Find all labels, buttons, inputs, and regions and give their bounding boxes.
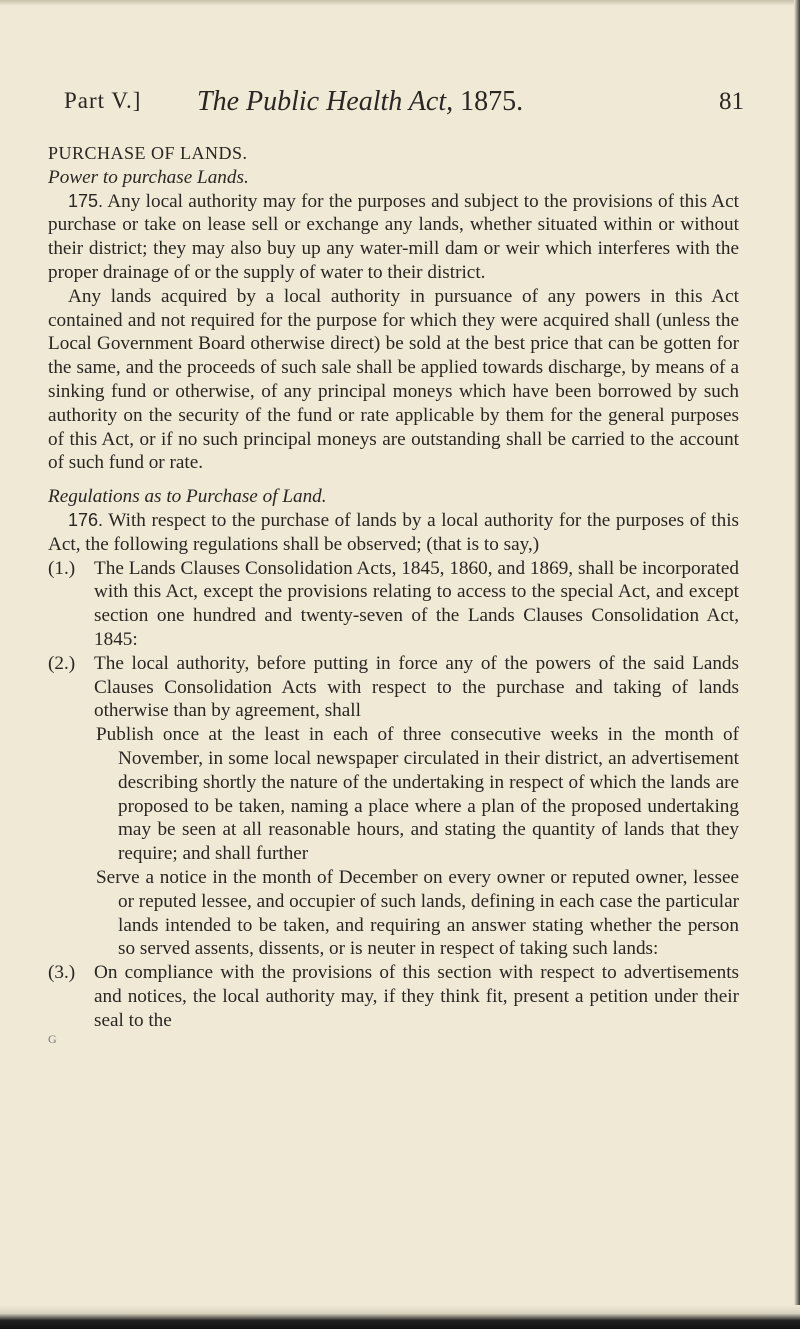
- page-top-edge: [0, 0, 800, 6]
- header-year: 1875.: [460, 86, 524, 117]
- header-title: [197, 86, 523, 118]
- page-bottom-edge: [0, 1305, 800, 1329]
- publish-paragraph: Publish once at the least in each of three consecutive weeks in the month of November, in some local newspaper circulated in their district, an advertisement describing shortly the nature of the undertaking in respect of which the lands are proposed to be taken, naming a place where a plan of the proposed undertaking may be seen at all reasonable hours, and stating the quantity of lands that they require; and shall further: [96, 724, 739, 865]
- list-item: [48, 652, 739, 723]
- section-176-intro: With respect to the purchase of lands by a local authority for the purposes of this Act, the following regulations shall be observed; (that is to say,): [48, 509, 739, 555]
- item-text: The Lands Clauses Consolidation Acts, 1845, 1860, and 1869, shall be incorporated with this Act, except the provisions relating to access to the special Act, and except section one hundred and twenty-seven of the Lands Clauses Consolidation Act, 1845:: [94, 557, 739, 650]
- section-175-number: 175.: [68, 190, 104, 211]
- section-title: PURCHASE OF LANDS.: [48, 143, 248, 163]
- item-text: The local authority, before putting in force any of the powers of the said Lands Clauses Consolidation Acts with respect to the purchase and taking of lands otherwise than by agreement, shall: [94, 652, 739, 722]
- signature-mark: G: [48, 1032, 57, 1047]
- serve-paragraph: Serve a notice in the month of December on every owner or reputed owner, lessee or reputed lessee, and occupier of such lands, defining in each case the particular lands intended to be taken, and requiring an answer stating whether the person so served assents, dissents, or is neuter in respect of taking such lands:: [96, 866, 739, 960]
- running-header: [64, 88, 744, 128]
- item-number: (1.): [48, 557, 76, 579]
- regulations-subhead: Regulations as to Purchase of Land.: [48, 486, 327, 508]
- item-text: On compliance with the provisions of this section with respect to advertisements and notices, the local authority may, if they think fit, present a petition under their seal to the: [94, 962, 739, 1031]
- power-subhead: Power to purchase Lands.: [48, 166, 249, 188]
- list-item: [48, 961, 739, 1032]
- list-item: [48, 557, 739, 652]
- page-right-edge: [794, 0, 800, 1329]
- section-175-text: Any local authority may for the purposes and subject to the provisions of this Act purchase or take on lease sell or exchange any lands, whether situated within or without their district; they may also buy up any water-mill dam or weir which interferes with the proper drainage of or the supply of water to their district.: [48, 190, 739, 283]
- header-title-text: The Public Health Act,: [197, 86, 454, 117]
- section-176: [48, 509, 739, 557]
- page-body: [48, 142, 739, 1046]
- section-176-number: 176.: [68, 509, 104, 530]
- item-number: (3.): [48, 962, 76, 984]
- header-part: Part V.]: [64, 88, 142, 113]
- page-number: 81: [719, 88, 744, 115]
- item-number: (2.): [48, 652, 76, 674]
- section-175-para2: Any lands acquired by a local authority in pursuance of any powers in this Act contained and not required for the purpose for which they were acquired shall (unless the Local Government Board otherwise direct) be sold at the best price that can be gotten for the same, and the proceeds of such sale shall be applied towards discharge, by means of a sinking fund or otherwise, of any principal moneys which have been borrowed by such authority on the security of the fund or rate applicable by them for the general purposes of this Act, or if no such principal moneys are outstanding shall be carried to the account of such fund or rate.: [48, 285, 739, 474]
- section-175: [48, 190, 739, 285]
